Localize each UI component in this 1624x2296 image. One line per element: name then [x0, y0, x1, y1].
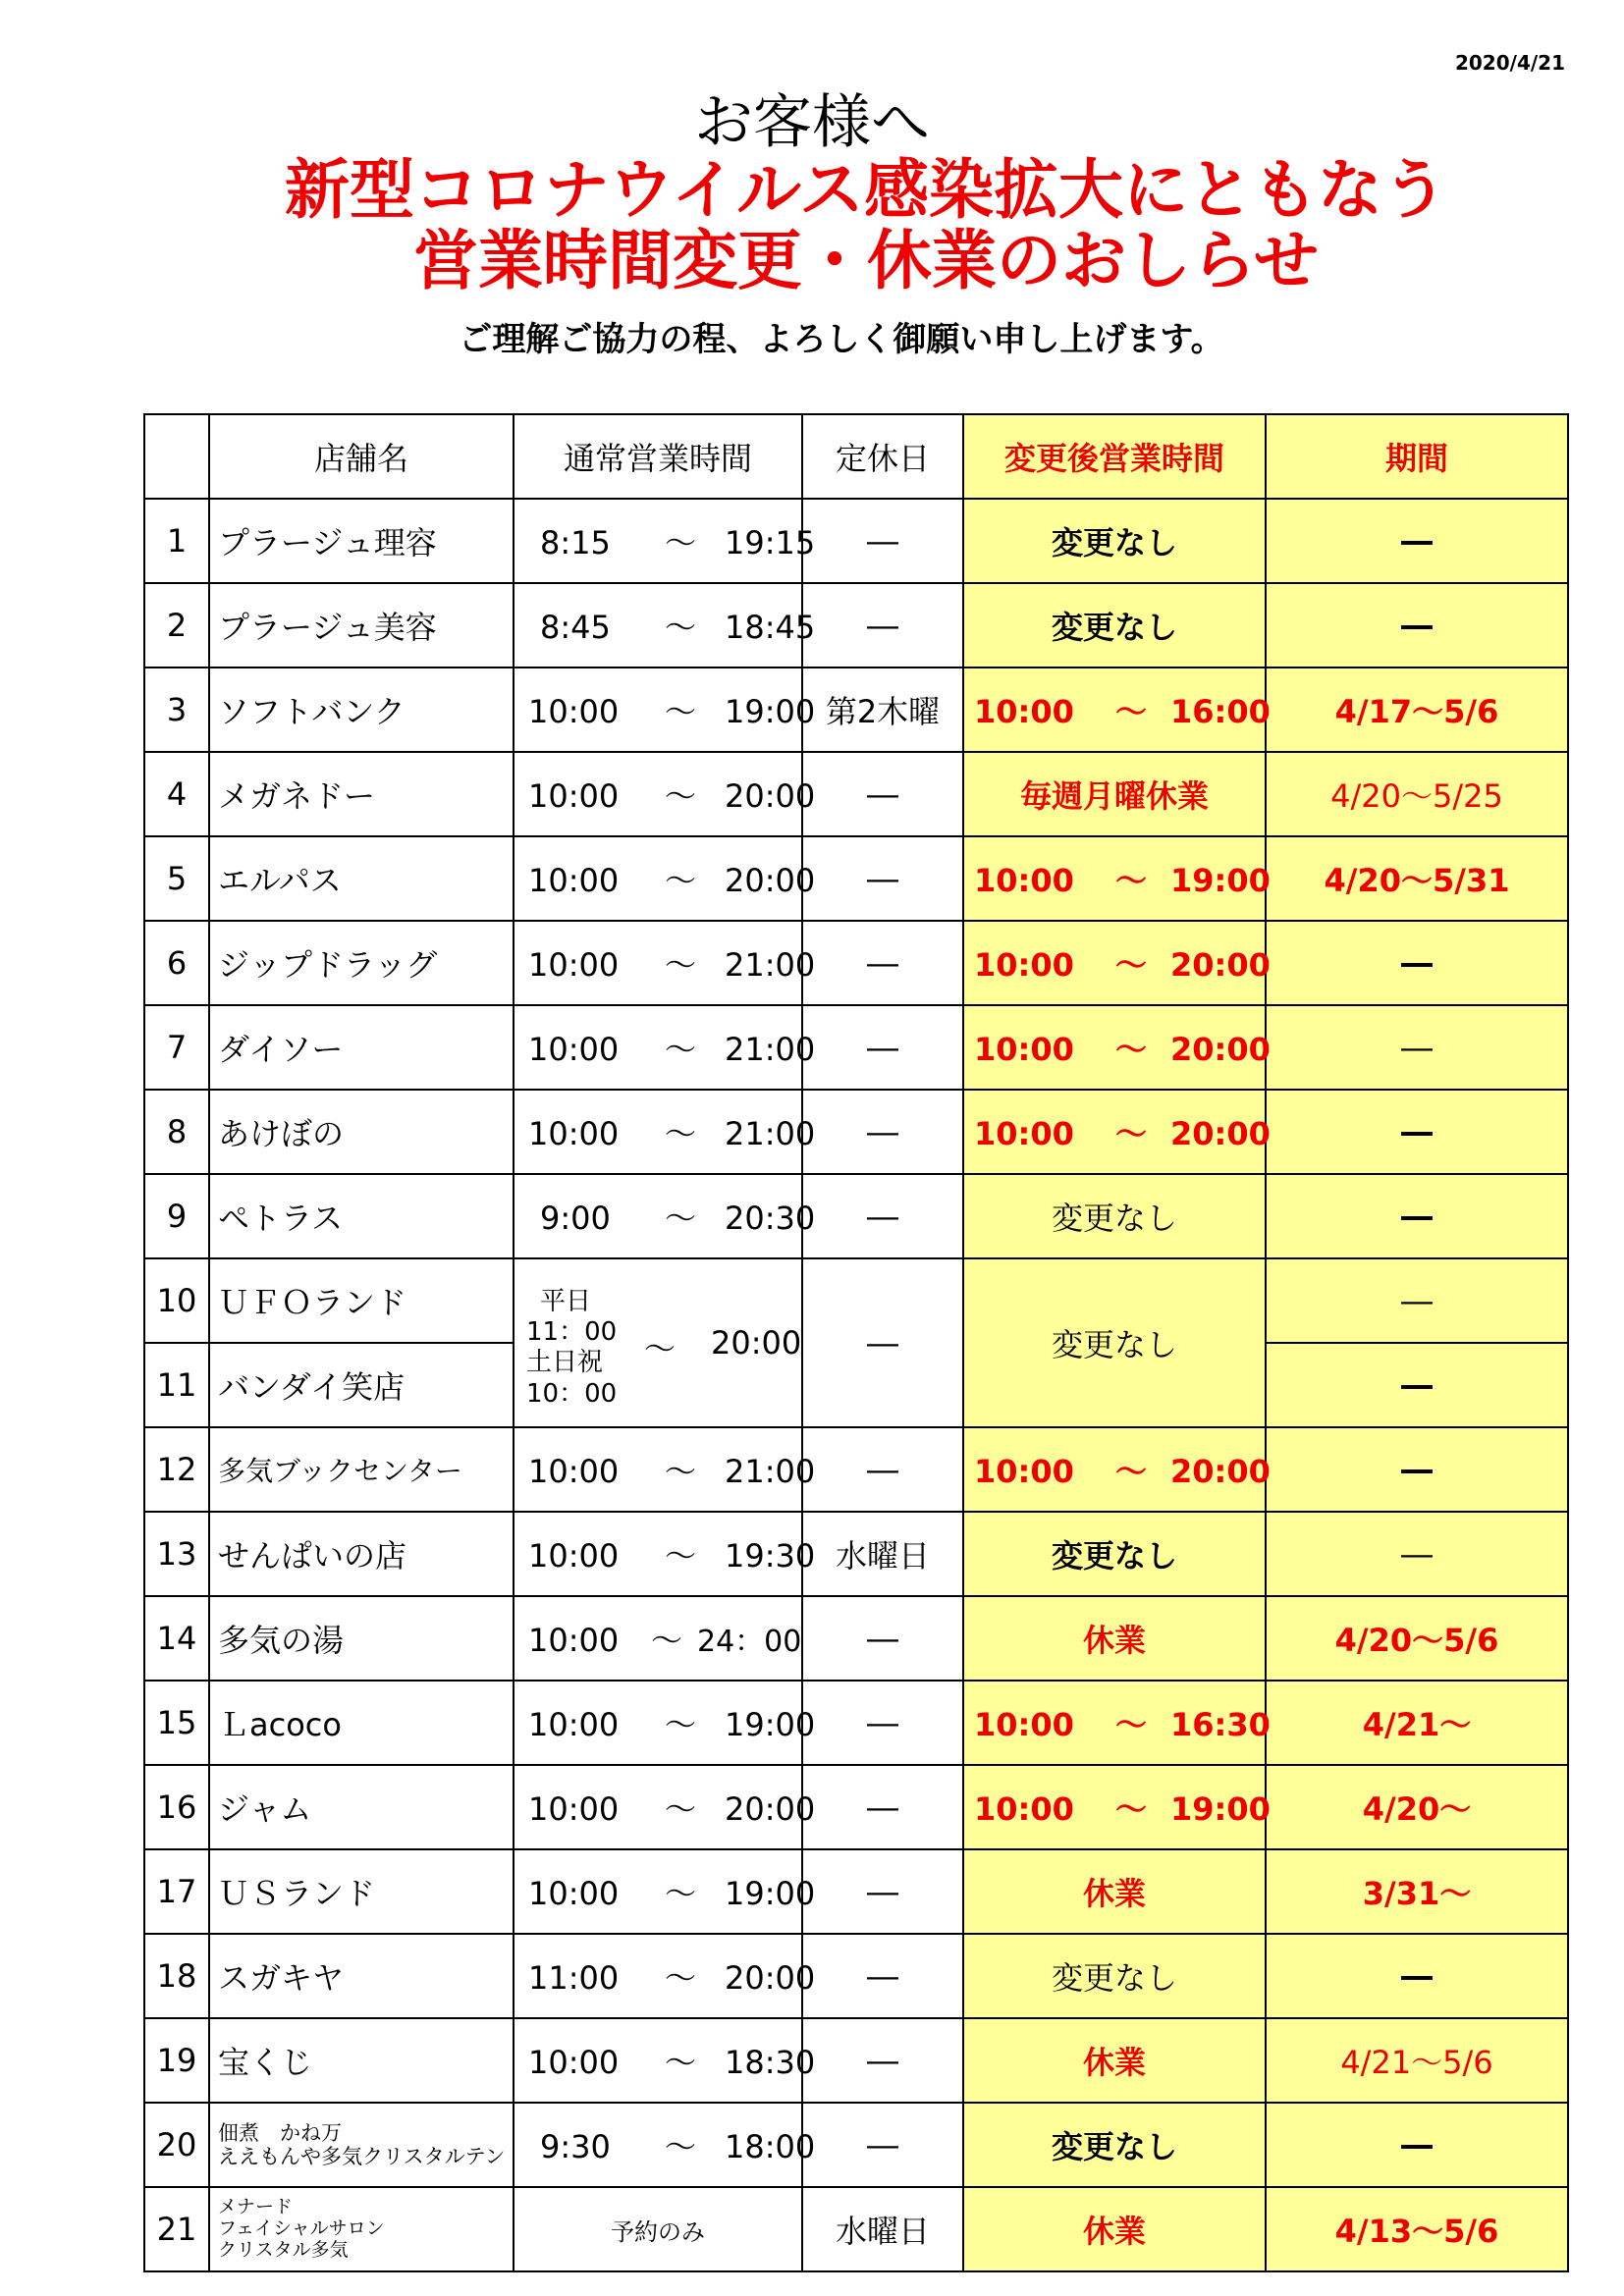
open-time: 10:00	[528, 1875, 620, 1912]
change-period: 4/20～5/31	[1266, 836, 1568, 921]
tilde: ～	[1114, 693, 1147, 730]
store-name: ペトラス	[209, 1174, 514, 1258]
table-row	[144, 1596, 1568, 1681]
header-period: 期間	[1266, 414, 1568, 499]
tilde: ～	[664, 862, 696, 899]
store-name: ジャム	[209, 1765, 514, 1849]
open-time: 10:00	[528, 1115, 620, 1152]
close-time: 18:30	[725, 2044, 816, 2081]
store-hours-table	[143, 413, 1569, 2272]
change-period: 4/21～5/6	[1266, 2018, 1568, 2103]
close-time: 19:00	[725, 1875, 816, 1912]
store-name	[209, 2103, 514, 2187]
closed-day: ―	[802, 752, 963, 836]
table-row	[144, 499, 1568, 583]
table-row	[144, 921, 1568, 1005]
table-row	[144, 836, 1568, 921]
tilde: ～	[664, 2128, 696, 2165]
changed-hours: 毎週月曜休業	[963, 752, 1266, 836]
tilde: ～	[650, 1622, 682, 1659]
open-time: 10:00	[528, 1031, 620, 1068]
changed-close-time: 16:00	[1170, 693, 1271, 730]
change-period: ―	[1266, 583, 1568, 667]
table-row	[144, 583, 1568, 667]
store-name: エルパス	[209, 836, 514, 921]
open-time: 8:15	[540, 524, 611, 561]
open-time: 9:00	[540, 1200, 611, 1237]
changed-hours-shared: 変更なし	[963, 1258, 1266, 1427]
weekday-label: 平日	[540, 1287, 592, 1316]
changed-hours	[963, 921, 1271, 1005]
tilde: ～	[664, 1875, 696, 1912]
tilde: ～	[1114, 1453, 1147, 1490]
changed-hours: 変更なし	[963, 1512, 1266, 1596]
closed-day: 水曜日	[802, 2187, 963, 2271]
changed-close-time: 16:30	[1170, 1706, 1271, 1743]
split-hours-start	[526, 1287, 617, 1410]
normal-hours	[514, 1849, 816, 1934]
changed-hours	[963, 1681, 1271, 1765]
close-time: 19:30	[725, 1537, 816, 1575]
store-name: せんぱいの店	[209, 1512, 514, 1596]
row-number: 10	[144, 1258, 209, 1343]
open-time: 10:00	[528, 862, 620, 899]
store-name-line-1: 佃煮 かね万	[218, 2120, 342, 2145]
open-time: 10:00	[528, 946, 620, 984]
changed-close-time: 20:00	[1170, 1115, 1271, 1152]
store-name: 多気の湯	[209, 1596, 514, 1681]
greeting-heading: お客様へ	[694, 88, 930, 157]
row-number: 7	[144, 1005, 209, 1090]
open-time: 10:00	[528, 1790, 620, 1828]
row-number: 1	[144, 499, 209, 583]
closed-day: ―	[802, 583, 963, 667]
normal-hours	[514, 921, 816, 1005]
normal-hours	[514, 1005, 816, 1090]
table-row	[144, 1090, 1568, 1174]
change-period: 4/20～	[1266, 1765, 1568, 1849]
changed-hours: 変更なし	[963, 2103, 1266, 2187]
changed-open-time: 10:00	[974, 1790, 1074, 1828]
close-time: 20:00	[711, 1324, 802, 1362]
open-time: 10:00	[528, 1706, 620, 1743]
store-name-line-2: ええもんや多気クリスタルテン	[218, 2145, 506, 2168]
normal-hours	[514, 583, 816, 667]
open-time: 10:00	[528, 1537, 620, 1575]
table-row	[144, 2187, 1568, 2271]
tilde: ～	[664, 1959, 696, 1997]
tilde: ～	[644, 1330, 677, 1367]
open-time: 11:00	[528, 1959, 620, 1997]
closed-day: ―	[802, 1005, 963, 1090]
tilde: ～	[1114, 1706, 1147, 1743]
store-name: ソフトバンク	[209, 667, 514, 752]
normal-hours	[514, 1934, 816, 2018]
table-header-row	[144, 414, 1568, 499]
notice-title-line-1: 新型コロナウイルス感染拡大にともなう	[284, 152, 1448, 228]
changed-open-time: 10:00	[974, 1706, 1074, 1743]
changed-close-time: 20:00	[1170, 1031, 1271, 1068]
close-time: 21:00	[725, 1453, 816, 1490]
row-number: 11	[144, 1343, 209, 1427]
row-number: 8	[144, 1090, 209, 1174]
close-time: 20:00	[725, 777, 816, 815]
closed-day: ―	[802, 836, 963, 921]
changed-hours	[963, 836, 1271, 921]
store-name: プラージュ理容	[209, 499, 514, 583]
table-row	[144, 1005, 1568, 1090]
tilde: ～	[664, 1790, 696, 1828]
close-time: 20:00	[725, 862, 816, 899]
store-name: ＵＦＯランド	[209, 1258, 514, 1343]
store-name: バンダイ笑店	[209, 1343, 514, 1427]
normal-hours	[514, 1596, 802, 1681]
header-closed-day: 定休日	[802, 414, 963, 499]
changed-hours: 休業	[963, 1596, 1266, 1681]
header-changed-hours: 変更後営業時間	[963, 414, 1266, 499]
table-row	[144, 667, 1568, 752]
table-row	[144, 1512, 1568, 1596]
holiday-label: 土日祝	[526, 1348, 604, 1378]
row-number: 6	[144, 921, 209, 1005]
store-name	[209, 2187, 514, 2271]
closed-day-shared: ―	[802, 1258, 963, 1427]
tilde: ～	[664, 1537, 696, 1575]
normal-hours	[514, 1427, 816, 1512]
open-time: 10:00	[528, 693, 620, 730]
changed-hours	[963, 1427, 1271, 1512]
close-time: 21:00	[725, 1031, 816, 1068]
closed-day: ―	[802, 1596, 963, 1681]
changed-close-time: 20:00	[1170, 1453, 1271, 1490]
row-number: 12	[144, 1427, 209, 1512]
closed-day: ―	[802, 499, 963, 583]
open-time: 10:00	[528, 2044, 620, 2081]
change-period: 4/21～	[1266, 1681, 1568, 1765]
store-name-line-1: メナード	[218, 2196, 294, 2218]
store-name: ダイソー	[209, 1005, 514, 1090]
changed-hours: 変更なし	[963, 1174, 1266, 1258]
changed-open-time: 10:00	[974, 862, 1074, 899]
change-period: 4/20～5/6	[1266, 1596, 1568, 1681]
changed-hours: 休業	[963, 1849, 1266, 1934]
normal-hours	[514, 1512, 816, 1596]
tilde: ～	[664, 524, 696, 561]
close-time: 19:00	[725, 1706, 816, 1743]
close-time: 21:00	[725, 946, 816, 984]
close-time: 18:45	[725, 609, 816, 646]
tilde: ～	[664, 1031, 696, 1068]
close-time: 19:00	[725, 693, 816, 730]
tilde: ～	[664, 609, 696, 646]
open-time: 8:45	[540, 609, 611, 646]
close-time: 18:00	[725, 2128, 816, 2165]
change-period: ―	[1266, 1934, 1568, 2018]
changed-hours	[963, 667, 1271, 752]
changed-open-time: 10:00	[974, 946, 1074, 984]
store-name: メガネドー	[209, 752, 514, 836]
changed-hours: 変更なし	[963, 1934, 1266, 2018]
closed-day: ―	[802, 921, 963, 1005]
tilde: ～	[664, 777, 696, 815]
table-row	[144, 1934, 1568, 2018]
change-period: ―	[1266, 1512, 1568, 1596]
tilde: ～	[664, 946, 696, 984]
tilde: ～	[1114, 1790, 1147, 1828]
open-time: 10:00	[528, 1622, 620, 1659]
closed-day: ―	[802, 1765, 963, 1849]
row-number: 4	[144, 752, 209, 836]
tilde: ～	[664, 693, 696, 730]
notice-subtitle: ご理解ご協力の程、よろしく御願い申し上げます。	[459, 320, 1224, 359]
row-number: 14	[144, 1596, 209, 1681]
notice-title-line-2: 営業時間変更・休業のおしらせ	[412, 223, 1320, 298]
tilde: ～	[664, 1706, 696, 1743]
close-time: 19:15	[725, 524, 816, 561]
table-row	[144, 1174, 1568, 1258]
table-row	[144, 1427, 1568, 1512]
changed-open-time: 10:00	[974, 1031, 1074, 1068]
close-time: 20:30	[725, 1200, 816, 1237]
changed-hours: 休業	[963, 2018, 1266, 2103]
changed-open-time: 10:00	[974, 1115, 1074, 1152]
closed-day: ―	[802, 1174, 963, 1258]
changed-hours: 変更なし	[963, 499, 1266, 583]
normal-hours-shared	[514, 1258, 802, 1427]
changed-hours	[963, 1005, 1271, 1090]
change-period: 4/13～5/6	[1266, 2187, 1568, 2271]
change-period: ―	[1266, 921, 1568, 1005]
store-name: 宝くじ	[209, 2018, 514, 2103]
open-time: 9:30	[540, 2128, 611, 2165]
change-period: ―	[1266, 499, 1568, 583]
weekday-open-time: 11：00	[526, 1317, 618, 1348]
changed-close-time: 19:00	[1170, 1790, 1271, 1828]
table-row	[144, 1765, 1568, 1849]
change-period: 4/20～5/25	[1266, 752, 1568, 836]
store-name: 多気ブックセンター	[209, 1427, 514, 1512]
table-row	[144, 1258, 1568, 1343]
closed-day: ―	[802, 1681, 963, 1765]
changed-close-time: 19:00	[1170, 862, 1271, 899]
closed-day: ―	[802, 2018, 963, 2103]
tilde: ～	[1114, 1115, 1147, 1152]
store-name-line-2: フェイシャルサロン	[218, 2217, 385, 2240]
normal-hours	[514, 752, 816, 836]
normal-hours	[514, 1174, 816, 1258]
open-time: 10:00	[528, 1453, 620, 1490]
changed-hours	[963, 1090, 1271, 1174]
store-name: Ｌacoco	[209, 1681, 514, 1765]
changed-hours	[963, 1765, 1271, 1849]
normal-hours	[514, 1090, 816, 1174]
change-period: 3/31～	[1266, 1849, 1568, 1934]
changed-open-time: 10:00	[974, 693, 1074, 730]
tilde: ～	[664, 1200, 696, 1237]
row-number: 5	[144, 836, 209, 921]
closed-day: 水曜日	[802, 1512, 963, 1596]
table-row	[144, 2103, 1568, 2187]
tilde: ～	[664, 1115, 696, 1152]
closed-day: ―	[802, 1427, 963, 1512]
row-number: 2	[144, 583, 209, 667]
closed-day: ―	[802, 1849, 963, 1934]
changed-hours: 変更なし	[963, 583, 1266, 667]
change-period: ―	[1266, 1427, 1568, 1512]
normal-hours	[514, 2103, 816, 2187]
closed-day: ―	[802, 2103, 963, 2187]
store-name: スガキヤ	[209, 1934, 514, 2018]
store-name: あけぼの	[209, 1090, 514, 1174]
split-hours	[514, 1259, 801, 1426]
close-time: 21:00	[725, 1115, 816, 1152]
row-number: 21	[144, 2187, 209, 2271]
table-row	[144, 752, 1568, 836]
store-name: プラージュ美容	[209, 583, 514, 667]
header-store-name: 店舗名	[209, 414, 514, 499]
change-period: ―	[1266, 1005, 1568, 1090]
store-name: ジップドラッグ	[209, 921, 514, 1005]
row-number: 19	[144, 2018, 209, 2103]
change-period: 4/17～5/6	[1266, 667, 1568, 752]
header-normal-hours: 通常営業時間	[514, 414, 802, 499]
normal-hours	[514, 2018, 816, 2103]
open-time: 10:00	[528, 777, 620, 815]
closed-day: ―	[802, 1090, 963, 1174]
row-number: 20	[144, 2103, 209, 2187]
changed-hours: 休業	[963, 2187, 1266, 2271]
normal-hours	[514, 836, 816, 921]
row-number: 15	[144, 1681, 209, 1765]
changed-open-time: 10:00	[974, 1453, 1074, 1490]
closed-day: ―	[802, 1934, 963, 2018]
tilde: ～	[664, 1453, 696, 1490]
change-period: ―	[1266, 1090, 1568, 1174]
normal-hours	[514, 499, 816, 583]
row-number: 9	[144, 1174, 209, 1258]
changed-close-time: 20:00	[1170, 946, 1271, 984]
change-period: ―	[1266, 1343, 1568, 1427]
tilde: ～	[664, 2044, 696, 2081]
holiday-open-time: 10：00	[526, 1378, 618, 1409]
normal-hours	[514, 1681, 816, 1765]
row-number: 3	[144, 667, 209, 752]
change-period: ―	[1266, 2103, 1568, 2187]
header-number-cell	[144, 414, 209, 499]
table-row	[144, 1681, 1568, 1765]
tilde: ～	[1114, 862, 1147, 899]
closed-day: 第2木曜	[802, 667, 963, 752]
table-row	[144, 2018, 1568, 2103]
row-number: 13	[144, 1512, 209, 1596]
row-number: 16	[144, 1765, 209, 1849]
table-row	[144, 1849, 1568, 1934]
close-time: 20:00	[725, 1790, 816, 1828]
change-period: ―	[1266, 1258, 1568, 1343]
change-period: ―	[1266, 1174, 1568, 1258]
normal-hours: 予約のみ	[514, 2187, 802, 2271]
close-time: 20:00	[725, 1959, 816, 1997]
row-number: 17	[144, 1849, 209, 1934]
tilde: ～	[1114, 1031, 1147, 1068]
tilde: ～	[1114, 946, 1147, 984]
document-date: 2020/4/21	[1454, 51, 1565, 75]
store-name-line-3: クリスタル多気	[218, 2238, 349, 2261]
store-name: ＵＳランド	[209, 1849, 514, 1934]
normal-hours	[514, 667, 816, 752]
row-number: 18	[144, 1934, 209, 2018]
normal-hours	[514, 1765, 816, 1849]
close-time: 24：00	[697, 1625, 802, 1659]
